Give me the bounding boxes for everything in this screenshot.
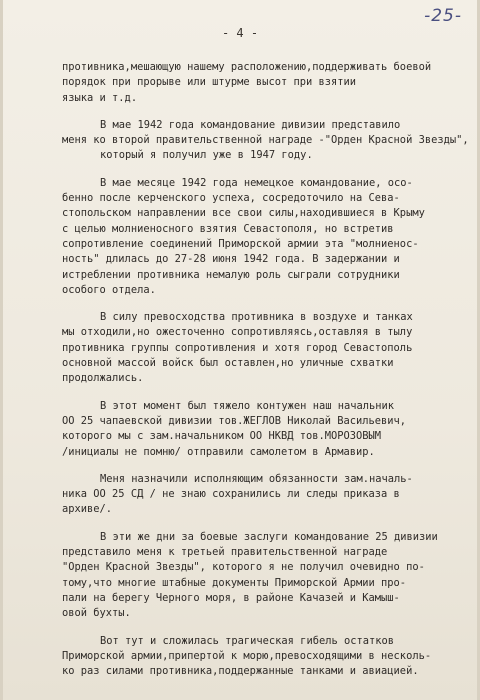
text-line: который я получил уже в 1947 году. <box>100 149 313 162</box>
paragraph-8 <box>62 634 462 680</box>
text-line: мы отходили,но ожесточенно сопротивляясь,оставляя в тылу <box>62 326 413 339</box>
text-line: В эти же дни за боевые заслуги командование 25 дивизии <box>100 530 438 543</box>
paragraph-6 <box>62 472 462 518</box>
text-line: В мае месяце 1942 года немецкое командование, осо- <box>100 176 413 189</box>
text-line: противника группы сопротивления и хотя город Севастополь <box>62 341 413 354</box>
text-line: пали на берегу Черного моря, в районе Качазей и Камыш- <box>62 591 400 604</box>
paragraph-2 <box>62 118 469 164</box>
page-number: - 4 - <box>221 26 259 40</box>
text-line: с целью молниеносного взятия Севастополя, но встретив <box>62 222 394 235</box>
paragraph-3 <box>62 176 462 298</box>
text-line: основной массой войск был оставлен,но уличные схватки <box>62 357 394 370</box>
archive-page-number: -25- <box>424 6 462 26</box>
text-line: особого отдела. <box>62 283 156 296</box>
text-line: ко раз силами противника,поддержанные танками и авиацией. <box>62 665 419 678</box>
text-line: ника ОО 25 СД / не знаю сохранились ли следы приказа в <box>62 488 400 501</box>
text-line: овой бухты. <box>62 607 131 620</box>
text-line: истреблении противника немалую роль сыграли сотрудники <box>62 268 400 281</box>
text-line: которого мы с зам.начальником ОО НКВД тов.МОРОЗОВЫМ <box>62 430 382 443</box>
text-line: меня ко второй правительственной награде -"Орден Красной Звезды", <box>62 134 469 147</box>
paragraph-7 <box>62 530 462 622</box>
text-line: бенно после керченского успеха, сосредоточило на Сева- <box>62 192 400 205</box>
page-left-edge <box>0 0 3 700</box>
text-line: архиве/. <box>62 503 113 516</box>
document-body <box>62 60 469 691</box>
paragraph-5 <box>62 399 462 460</box>
paragraph-4 <box>62 310 462 386</box>
text-line: языка и т.д. <box>62 91 138 104</box>
text-line: тому,что многие штабные документы Приморской Армии про- <box>62 576 407 589</box>
text-line: В мае 1942 года командование дивизии представило <box>100 118 401 131</box>
text-line: В этот момент был тяжело контужен наш начальник <box>100 399 395 412</box>
text-line: представило меня к третьей правительственной награде <box>62 546 388 559</box>
text-line: порядок при прорыве или штурме высот при взятии <box>62 76 357 89</box>
text-line: "Орден Красной Звезды", которого я не получил очевидно по- <box>62 561 425 574</box>
text-line: стопольском направлении все свои силы,находившиеся в Крыму <box>62 207 425 220</box>
text-line: продолжались. <box>62 372 144 385</box>
text-line: В силу превосходства противника в воздухе и танках <box>100 311 413 324</box>
text-line: Меня назначили исполняющим обязанности зам.началь- <box>100 472 413 485</box>
text-line: Приморской армии,припертой к морю,превосходящими в несколь- <box>62 649 432 662</box>
text-line: ОО 25 чапаевской дивизии тов.ЖЕГЛОВ Николай Васильевич, <box>62 414 407 427</box>
text-line: Вот тут и сложилась трагическая гибель остатков <box>100 634 395 647</box>
text-line: противника,мешающую нашему расположению,поддерживать боевой <box>62 61 432 73</box>
paragraph-1 <box>62 60 462 106</box>
text-line: ность" длилась до 27-28 июня 1942 года. В задержании и <box>62 253 400 266</box>
text-line: /инициалы не помню/ отправили самолетом в Армавир. <box>62 445 375 458</box>
text-line: сопротивление соединений Приморской армии эта "молниенос- <box>62 237 419 250</box>
